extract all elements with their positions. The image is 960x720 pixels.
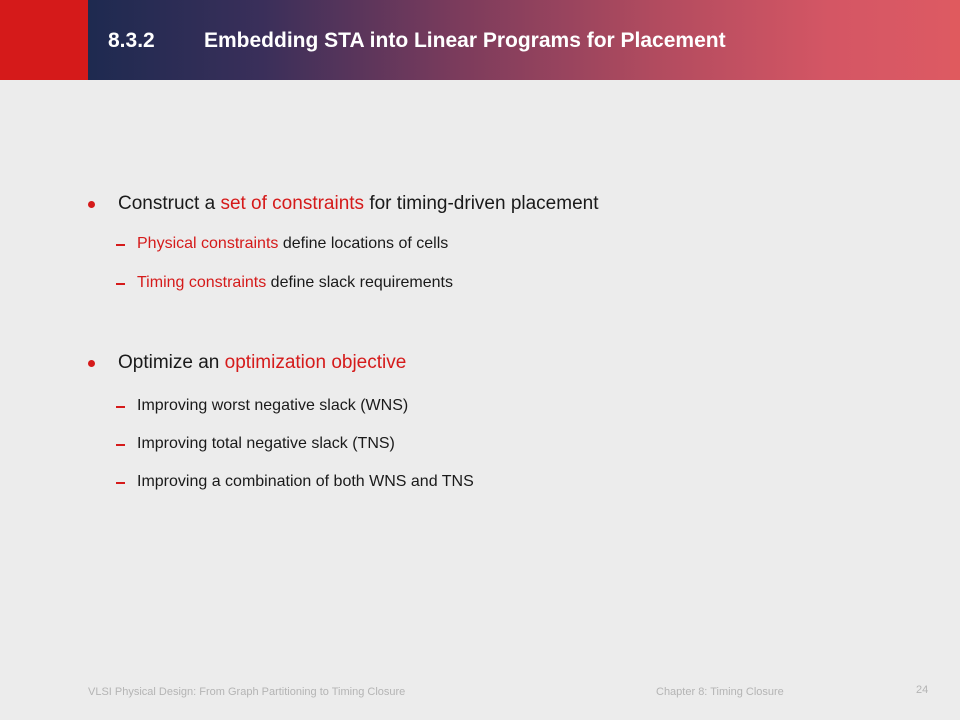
sub-bullet-text-post: define slack requirements: [266, 274, 453, 291]
slide-title: [108, 26, 726, 56]
bullet-dot-icon: [88, 360, 95, 367]
bullet-text-post: for timing-driven placement: [364, 193, 599, 214]
bullet-highlight: set of constraints: [220, 193, 365, 214]
sub-bullet-text-post: Improving worst negative slack (WNS): [137, 397, 409, 414]
dash-icon: [116, 406, 125, 408]
sub-bullet-text: [137, 396, 408, 416]
sub-bullet-text-post: define locations of cells: [278, 235, 449, 252]
header-accent-block: [0, 0, 88, 80]
bullet-text: [118, 351, 406, 375]
sub-bullet-text: [137, 472, 474, 492]
bullet-dot-icon: [88, 201, 95, 208]
dash-icon: [116, 244, 125, 246]
bullet-text-pre: Optimize an: [118, 352, 225, 373]
bullet-text-pre: Construct a: [118, 193, 221, 214]
sub-bullet-text: [137, 234, 448, 254]
footer-chapter: Chapter 8: Timing Closure: [656, 686, 784, 698]
section-number: 8.3.2: [108, 29, 155, 52]
header-right-strip: [950, 0, 960, 80]
sub-bullet-text: [137, 273, 453, 293]
dash-icon: [116, 444, 125, 446]
slide-header: [0, 0, 960, 80]
page-number: 24: [916, 684, 929, 696]
dash-icon: [116, 283, 125, 285]
sub-bullet-highlight: Physical constraints: [137, 235, 279, 252]
sub-bullet-text: [137, 434, 395, 454]
title-text: Embedding STA into Linear Programs for Placement: [204, 29, 726, 52]
footer-book-title: VLSI Physical Design: From Graph Partitioning to Timing Closure: [88, 686, 406, 698]
bullet-highlight: optimization objective: [224, 352, 407, 373]
bullet-text: [118, 192, 599, 216]
dash-icon: [116, 482, 125, 484]
sub-bullet-text-post: Improving a combination of both WNS and TNS: [137, 473, 474, 490]
sub-bullet-text-post: Improving total negative slack (TNS): [137, 435, 395, 452]
sub-bullet-highlight: Timing constraints: [137, 274, 267, 291]
